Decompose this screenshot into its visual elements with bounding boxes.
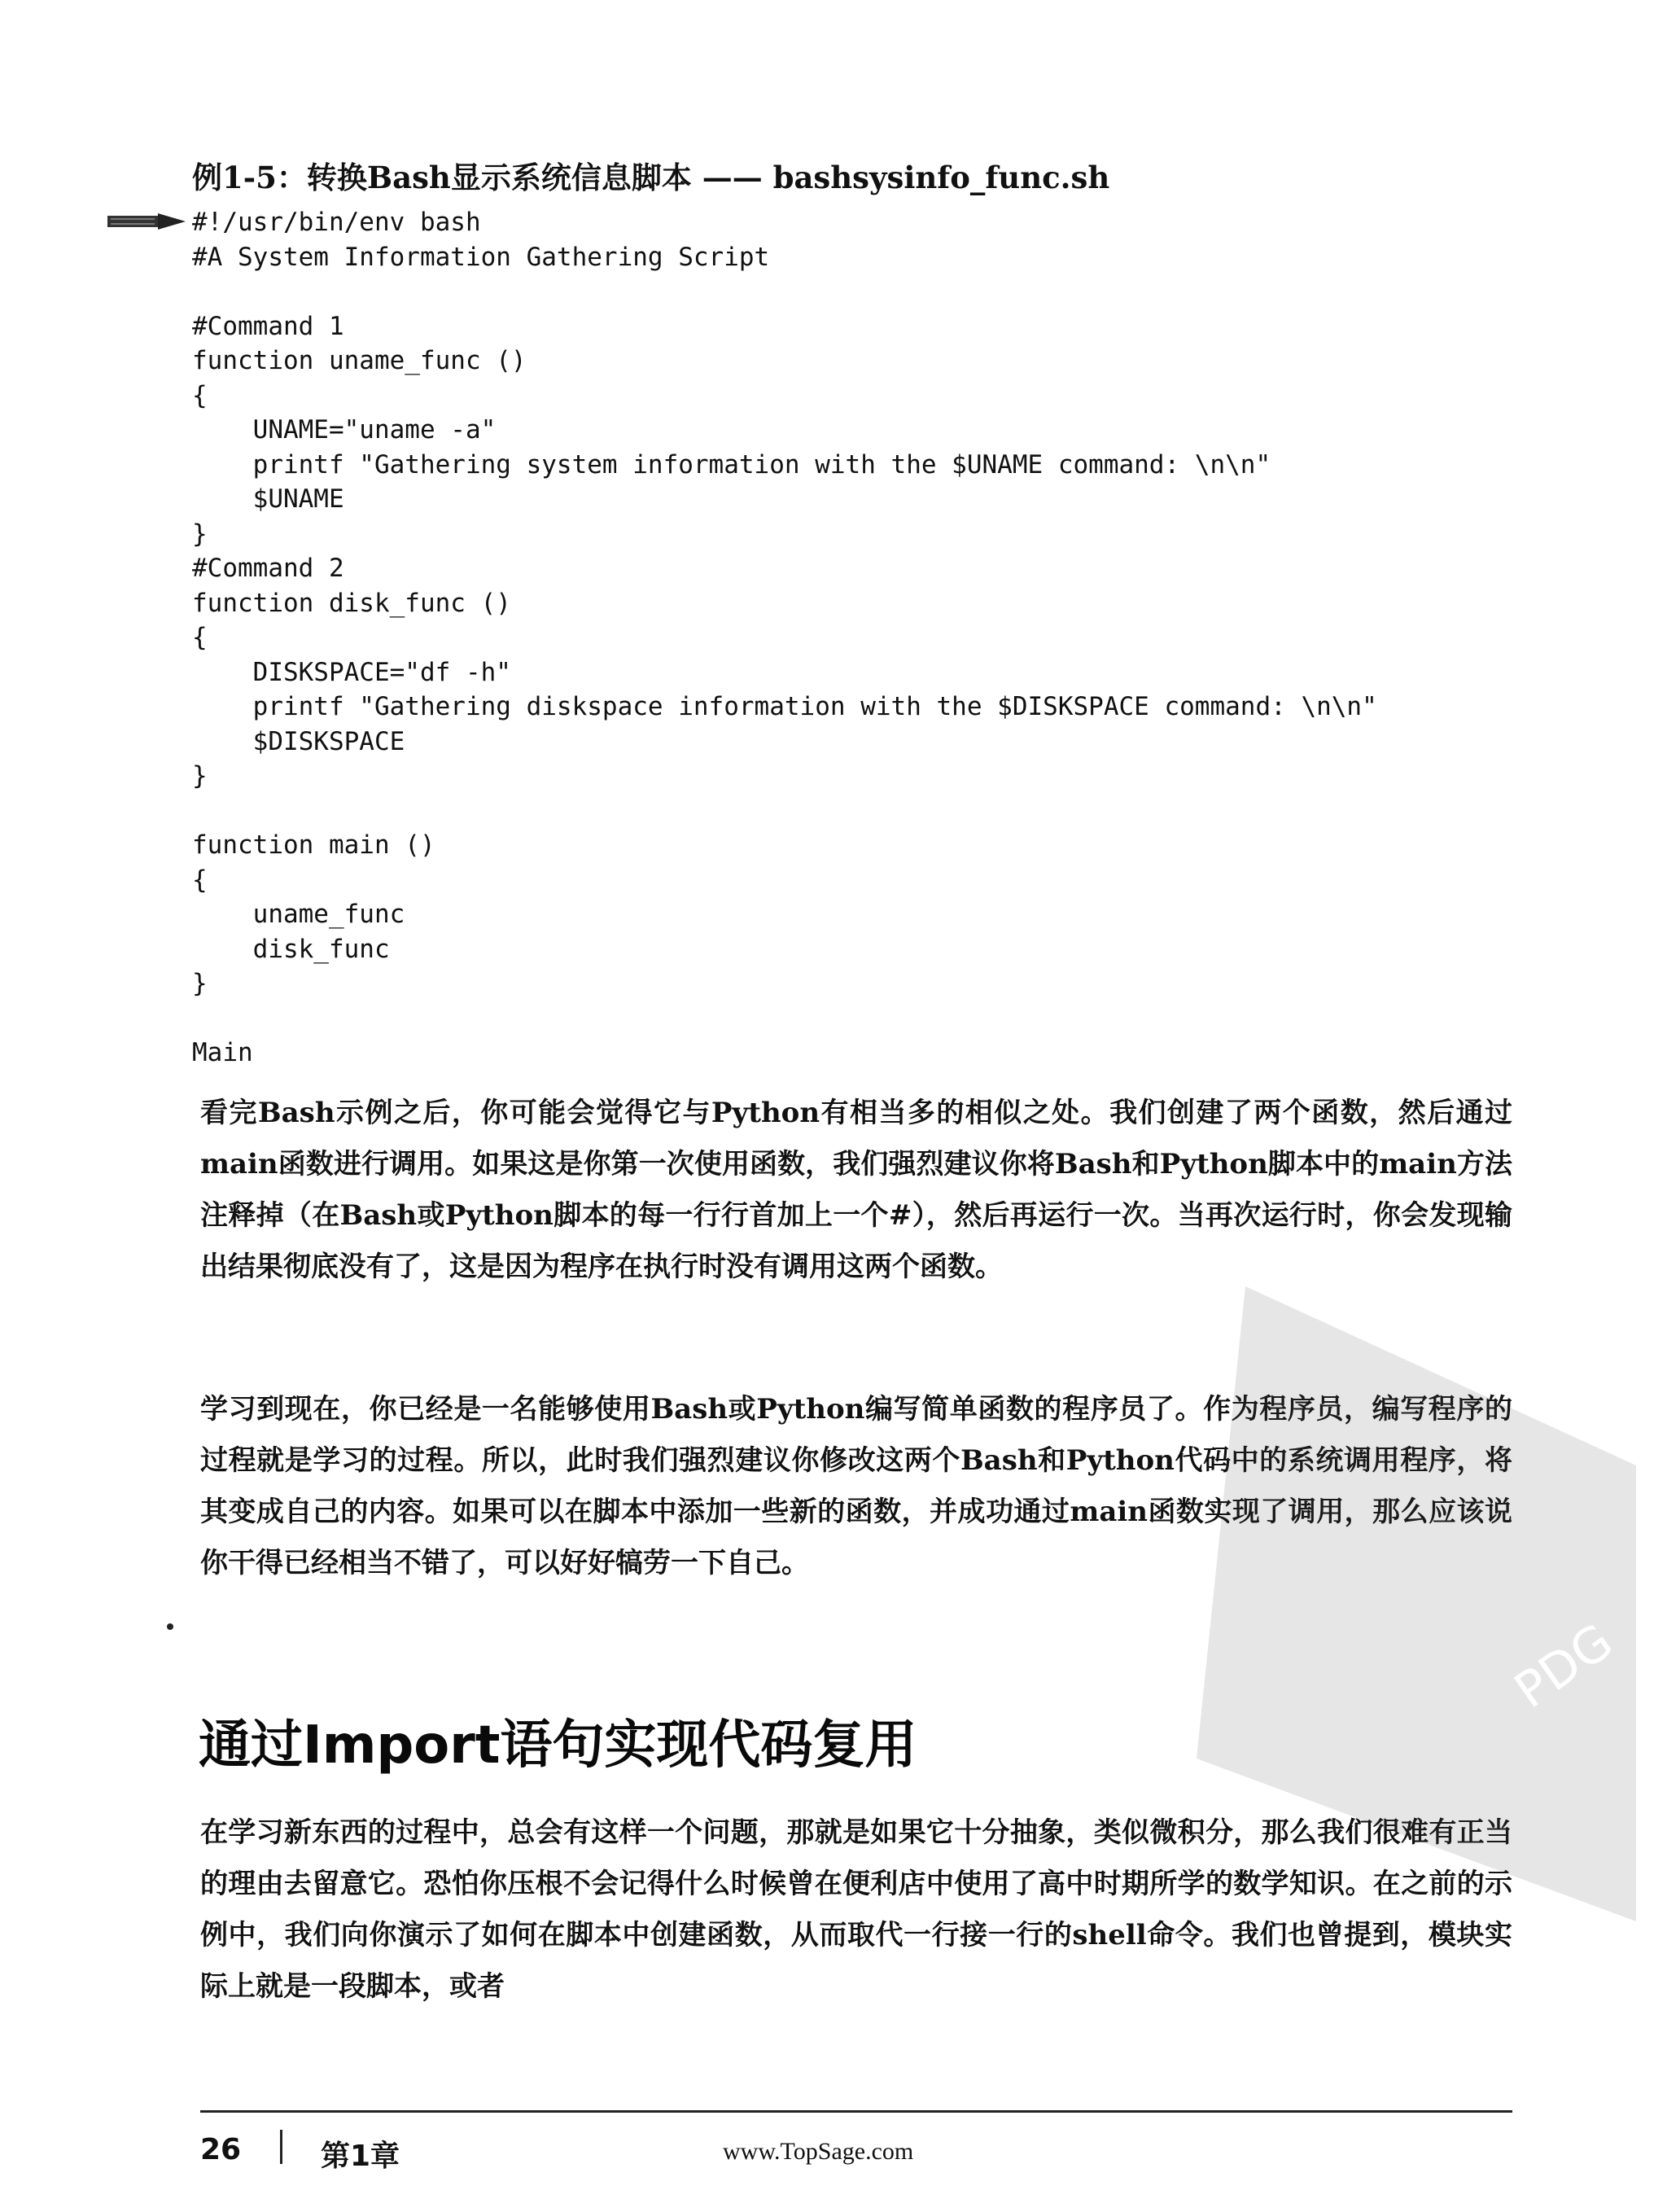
footer-rule xyxy=(200,2110,1512,2113)
code-line: function uname_func () xyxy=(192,346,527,375)
code-line: DISKSPACE="df -h" xyxy=(192,657,511,687)
code-line: { xyxy=(192,623,208,652)
code-line xyxy=(192,274,1377,309)
code-line: #!/usr/bin/env bash xyxy=(192,208,481,237)
watermark-text: PDG xyxy=(1504,1613,1624,1720)
code-line xyxy=(192,794,1377,829)
code-line: printf "Gathering diskspace information with the $DISKSPACE command: \n\n" xyxy=(192,692,1377,721)
code-line: { xyxy=(192,865,208,895)
code-line: disk_func xyxy=(192,934,390,964)
code-line: function main () xyxy=(192,830,435,860)
code-line: Main xyxy=(192,1038,253,1067)
code-line: } xyxy=(192,969,208,998)
page-number: 26 xyxy=(200,2133,242,2166)
footer-separator xyxy=(280,2130,282,2164)
arrow-marker-icon xyxy=(107,213,186,230)
code-line: } xyxy=(192,761,208,791)
section-heading: 通过Import语句实现代码复用 xyxy=(199,1715,917,1776)
stray-dot xyxy=(167,1623,173,1630)
code-line xyxy=(192,1001,1377,1036)
footer-url: www.TopSage.com xyxy=(723,2138,914,2165)
watermark-seal xyxy=(1148,1254,1652,1954)
body-paragraph: 学习到现在，你已经是一名能够使用Bash或Python编写简单函数的程序员了。作为程序员，编写程序的过程就是学习的过程。所以，此时我们强烈建议你修改这两个Bash和Python代码中的系统调用程序，将其变成自己的内容。如果可以在脚本中添加一些新的函数，并成功通过main函数实现了调用，那么应该说你干得已经相当不错了，可以好好犒劳一下自己。 xyxy=(200,1393,1512,1579)
code-line: } xyxy=(192,519,208,549)
example-caption: 例1-5：转换Bash显示系统信息脚本 —— bashsysinfo_func.sh xyxy=(192,160,1110,195)
code-line: UNAME="uname -a" xyxy=(192,415,497,445)
code-line: $UNAME xyxy=(192,484,344,514)
body-paragraph: 在学习新东西的过程中，总会有这样一个问题，那就是如果它十分抽象，类似微积分，那么我们很难有正当的理由去留意它。恐怕你压根不会记得什么时候曾在便利店中使用了高中时期所学的数学知识。在之前的示例中，我们向你演示了如何在脚本中创建函数，从而取代一行接一行的shell命令。我们也曾提到，模块实际上就是一段脚本，或者 xyxy=(200,1816,1512,2003)
code-line: #Command 1 xyxy=(192,311,344,341)
code-line: #Command 2 xyxy=(192,554,344,583)
code-line: uname_func xyxy=(192,900,405,929)
chapter-label: 第1章 xyxy=(321,2140,400,2173)
body-paragraph: 看完Bash示例之后，你可能会觉得它与Python有相当多的相似之处。我们创建了两个函数，然后通过main函数进行调用。如果这是你第一次使用函数，我们强烈建议你将Bash和Python脚本中的main方法注释掉（在Bash或Python脚本的每一行行首加上一个#），然后再运行一次。当再次运行时，你会发现输出结果彻底没有了，这是因为程序在执行时没有调用这两个函数。 xyxy=(200,1097,1512,1283)
code-line: $DISKSPACE xyxy=(192,726,405,756)
code-line: #A System Information Gathering Script xyxy=(192,242,770,272)
code-line: printf "Gathering system information with the $UNAME command: \n\n" xyxy=(192,449,1271,480)
code-listing xyxy=(192,205,1377,1071)
code-line: function disk_func () xyxy=(192,588,511,618)
code-line: { xyxy=(192,380,208,410)
